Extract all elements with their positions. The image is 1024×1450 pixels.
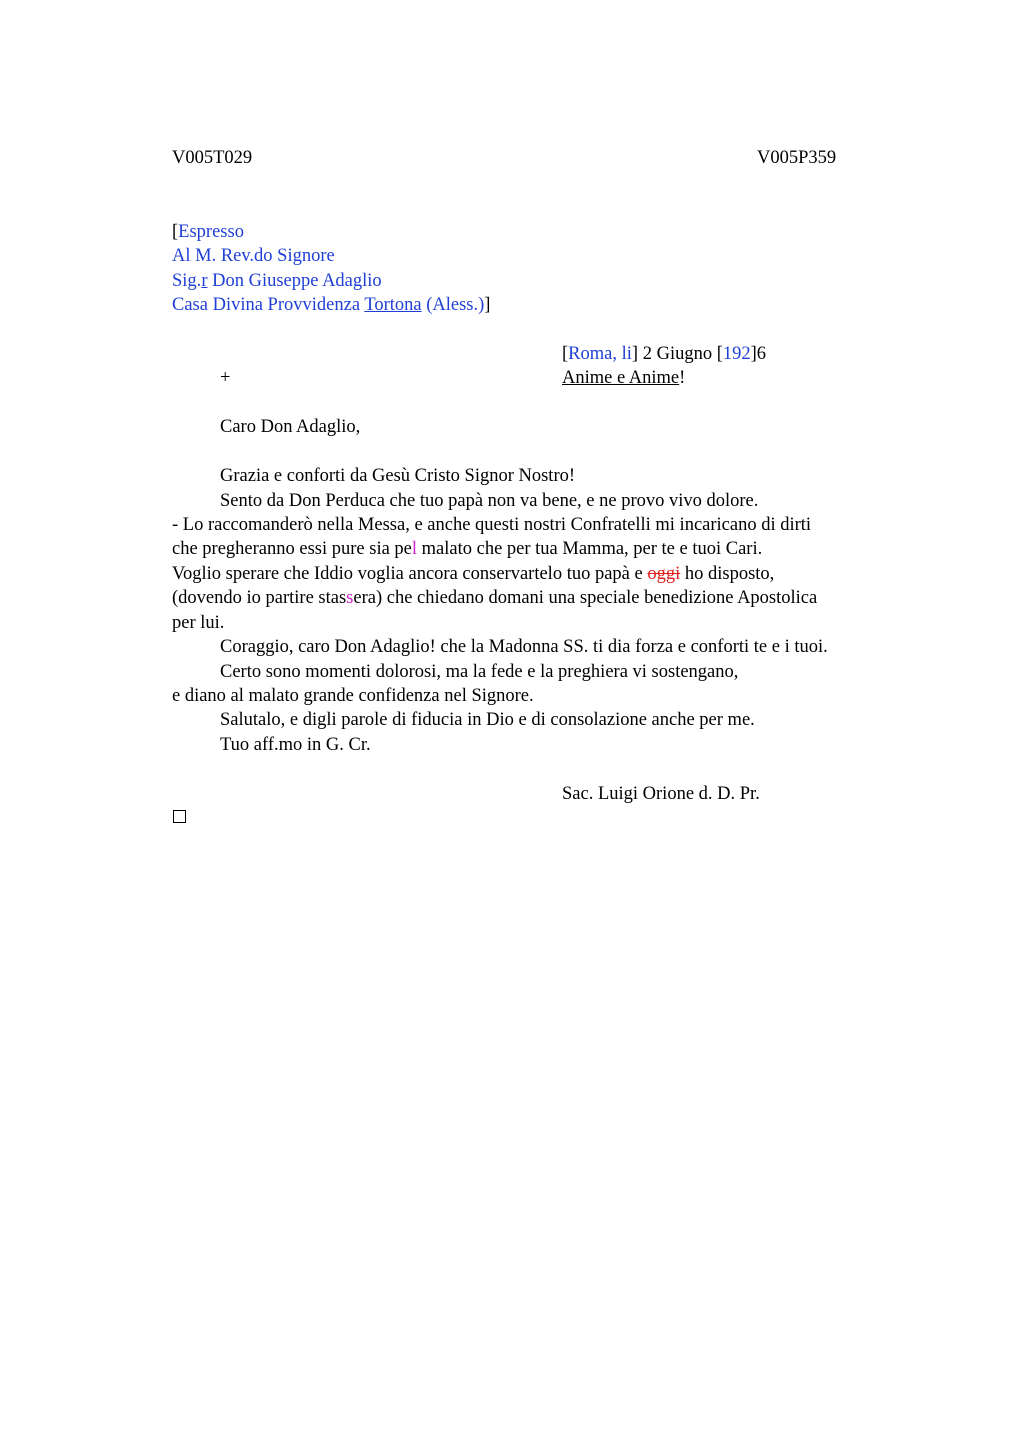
text-run: (dovendo io partire stas (172, 588, 347, 608)
date-year-end: 6 (756, 344, 767, 364)
body-line-1: Grazia e conforti da Gesù Cristo Signor Nostro! (220, 466, 576, 486)
closing: Tuo aff.mo in G. Cr. (220, 735, 371, 755)
text-run: che pregheranno essi pure sia pe (172, 539, 412, 559)
address-line-4 (172, 293, 490, 317)
body-line-3: - Lo raccomanderò nella Messa, e anche questi nostri Confratelli mi incaricano di dirti (172, 515, 812, 535)
body-line-5 (172, 562, 774, 586)
address-recipient: Don Giuseppe Adaglio (207, 271, 382, 291)
motto (562, 366, 685, 390)
dateline (562, 342, 766, 366)
motto-punct: ! (679, 368, 686, 388)
text-run: era) che chiedano domani una speciale benedizione Apostolica (353, 588, 818, 608)
body-line-11: Salutalo, e digli parole di fiducia in Dio e di consolazione anche per me. (220, 710, 755, 730)
bracket: [ (562, 344, 569, 364)
body-line-9: Certo sono momenti dolorosi, ma la fede e la preghiera vi sostengano, (220, 662, 739, 682)
bracket: ] (631, 344, 639, 364)
text-run: ho disposto, (680, 564, 775, 584)
bracket: ] (484, 295, 491, 315)
correction-insert: s (346, 588, 354, 608)
text-run: Voglio sperare che Iddio voglia ancora conservartelo tuo papà e (172, 564, 648, 584)
struck-word: oggi (647, 564, 681, 584)
date-place: Roma, li (568, 344, 632, 364)
address-line-1 (172, 220, 244, 244)
page-code-right: V005P359 (757, 148, 837, 168)
salutation: Caro Don Adaglio, (220, 417, 361, 437)
body-line-8: Coraggio, caro Don Adaglio! che la Madonna SS. ti dia forza e conforti te e i tuoi. (220, 637, 828, 657)
address-city: Tortona (364, 295, 422, 315)
cross-mark: + (220, 368, 231, 388)
text-run: malato che per tua Mamma, per te e tuoi Cari. (417, 539, 763, 559)
body-line-7: per lui. (172, 613, 225, 633)
bracket: ] (750, 344, 757, 364)
correction-insert: l (411, 539, 418, 559)
address-espresso: Espresso (178, 222, 244, 242)
bracket: [ (172, 222, 179, 242)
address-sig-superscript: r (201, 271, 208, 291)
address-province: (Aless.) (421, 295, 485, 315)
address-sig: Sig. (172, 271, 202, 291)
address-casa: Casa Divina Provvidenza (172, 295, 365, 315)
address-line-2: Al M. Rev.do Signore (172, 246, 335, 266)
body-line-10: e diano al malato grande confidenza nel Signore. (172, 686, 534, 706)
address-line-3 (172, 269, 382, 293)
bracket: [ (716, 344, 723, 364)
motto-text: Anime e Anime (562, 368, 680, 388)
body-line-6 (172, 586, 817, 610)
end-marker-box (173, 810, 186, 823)
document-code-left: V005T029 (172, 148, 253, 168)
date-year-part: 192 (722, 344, 751, 364)
body-line-2: Sento da Don Perduca che tuo papà non va bene, e ne provo vivo dolore. (220, 491, 759, 511)
date-day-month: 2 Giugno (638, 344, 717, 364)
body-line-4 (172, 537, 762, 561)
signature: Sac. Luigi Orione d. D. Pr. (562, 784, 760, 804)
